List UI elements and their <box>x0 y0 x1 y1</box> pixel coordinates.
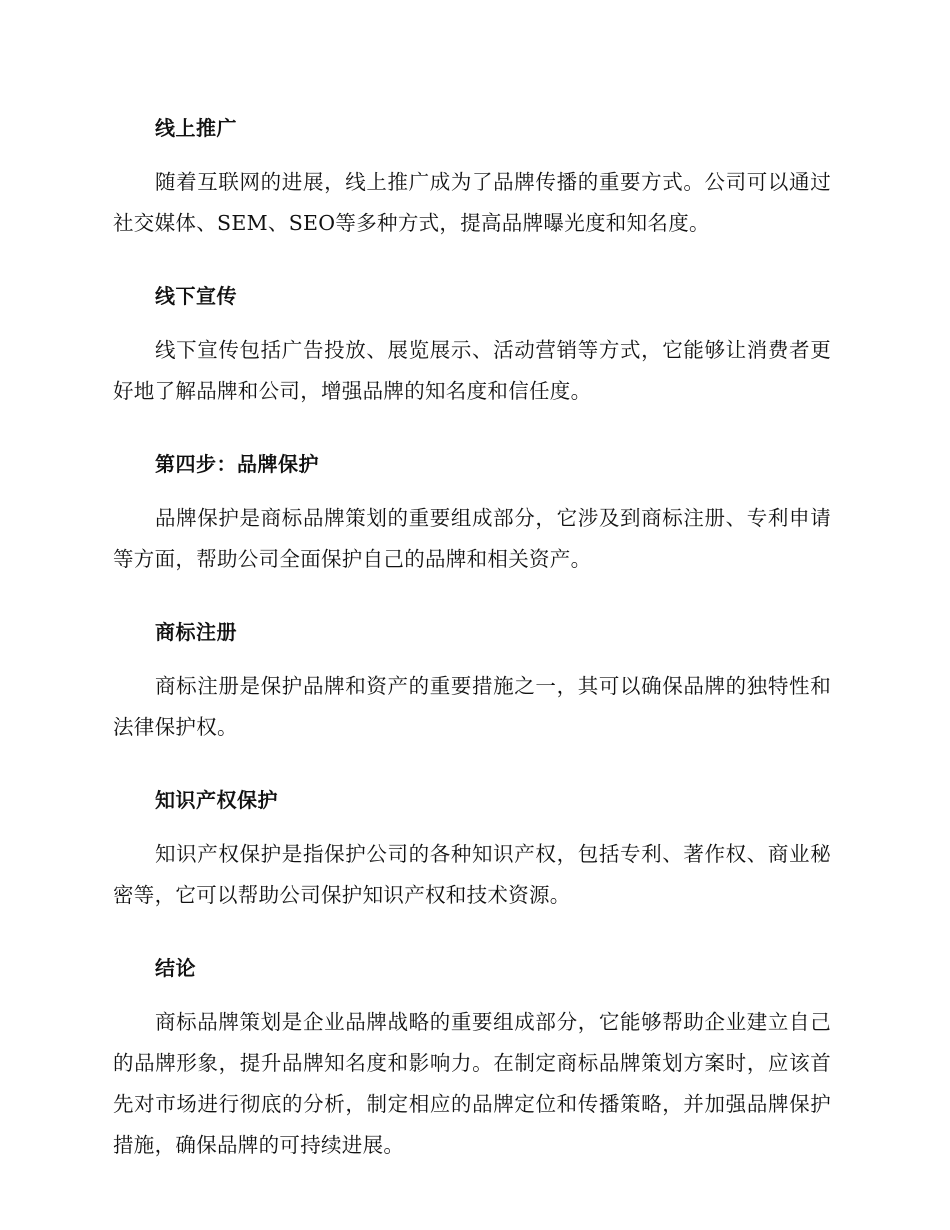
section-offline-publicity <box>113 276 831 412</box>
section-paragraph: 品牌保护是商标品牌策划的重要组成部分，它涉及到商标注册、专利申请等方面，帮助公司全面保护自己的品牌和相关资产。 <box>113 506 831 571</box>
section-heading: 知识产权保护 <box>155 788 278 812</box>
section-paragraph: 随着互联网的进展，线上推广成为了品牌传播的重要方式。公司可以通过社交媒体、SEM、SEO等多种方式，提高品牌曝光度和知名度。 <box>113 170 831 235</box>
section-step-four-brand-protection <box>113 444 831 580</box>
section-heading: 线上推广 <box>155 116 237 140</box>
section-paragraph: 商标品牌策划是企业品牌战略的重要组成部分，它能够帮助企业建立自己的品牌形象，提升品牌知名度和影响力。在制定商标品牌策划方案时，应该首先对市场进行彻底的分析，制定相应的品牌定位和传播策略，并加强品牌保护措施，确保品牌的可持续进展。 <box>113 1010 831 1157</box>
section-paragraph: 线下宣传包括广告投放、展览展示、活动营销等方式，它能够让消费者更好地了解品牌和公司，增强品牌的知名度和信任度。 <box>113 338 831 403</box>
section-heading: 结论 <box>155 956 196 980</box>
section-trademark-registration <box>113 612 831 748</box>
section-online-promotion <box>113 108 831 244</box>
document-page <box>113 108 831 1198</box>
section-paragraph: 知识产权保护是指保护公司的各种知识产权，包括专利、著作权、商业秘密等，它可以帮助公司保护知识产权和技术资源。 <box>113 842 831 907</box>
section-conclusion <box>113 948 831 1166</box>
section-heading: 商标注册 <box>155 620 237 644</box>
section-paragraph: 商标注册是保护品牌和资产的重要措施之一，其可以确保品牌的独特性和法律保护权。 <box>113 674 831 739</box>
section-heading: 线下宣传 <box>155 284 237 308</box>
section-ip-protection <box>113 780 831 916</box>
section-heading: 第四步：品牌保护 <box>155 452 319 476</box>
